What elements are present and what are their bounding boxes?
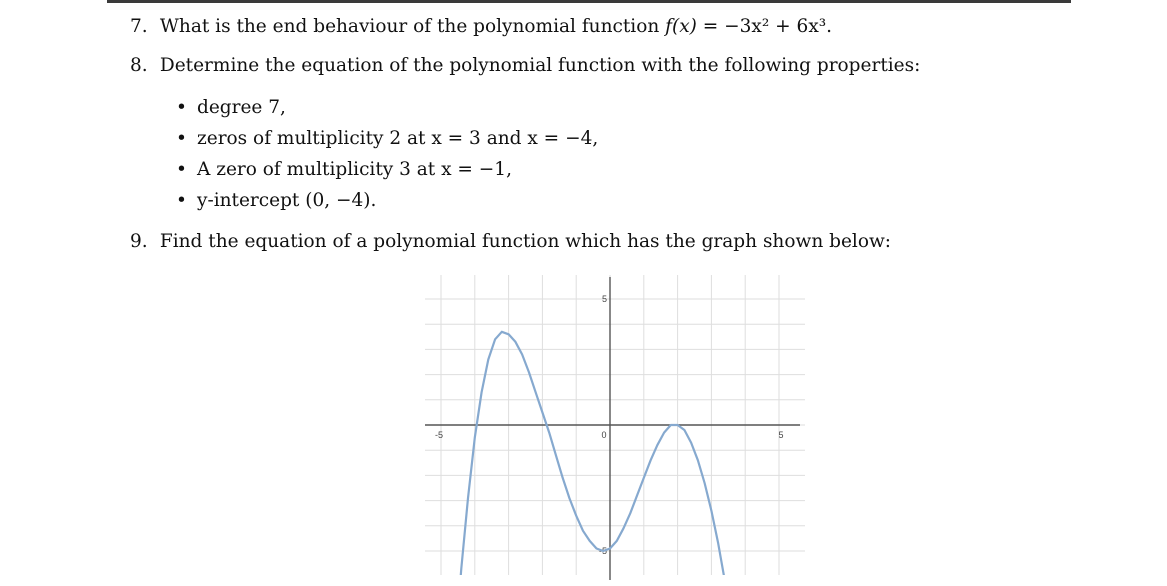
series-curve: [458, 332, 752, 582]
question-9: [130, 230, 891, 254]
bullet-icon: •: [176, 190, 187, 211]
tick-label: 0: [601, 430, 607, 440]
question-number: 8.: [130, 55, 148, 76]
question-text: Find the equation of a polynomial function which has the graph shown below:: [159, 231, 892, 252]
question-number: 9.: [130, 231, 148, 252]
graph-svg: [425, 275, 805, 582]
tick-label: -5: [434, 430, 444, 440]
list-item: [176, 127, 598, 158]
bullet-icon: •: [176, 128, 187, 149]
tick-label: 5: [601, 294, 607, 304]
question-number: 7.: [130, 16, 148, 37]
polynomial-graph: [425, 275, 805, 586]
bullet-text: y-intercept (0, −4).: [197, 190, 377, 211]
formula-lhs: f(x): [665, 16, 697, 37]
bullet-text: zeros of multiplicity 2 at x = 3 and x = −4,: [197, 128, 599, 149]
tick-label: 5: [778, 430, 784, 440]
list-item: [176, 158, 598, 189]
formula-rhs: = −3x² + 6x³.: [702, 16, 833, 37]
bullet-text: A zero of multiplicity 3 at x = −1,: [197, 159, 512, 180]
list-item: [176, 189, 598, 220]
properties-list: [176, 96, 598, 220]
question-7: [130, 15, 832, 39]
tick-label: -5: [598, 546, 607, 556]
bullet-icon: •: [176, 97, 187, 118]
question-8: [130, 54, 920, 78]
question-text: What is the end behaviour of the polynomial function: [159, 16, 660, 37]
bullet-icon: •: [176, 159, 187, 180]
question-text: Determine the equation of the polynomial function with the following properties:: [159, 55, 921, 76]
bullet-text: degree 7,: [197, 97, 286, 118]
axes: [425, 277, 800, 580]
list-item: [176, 96, 598, 127]
top-rule: [107, 0, 1071, 3]
